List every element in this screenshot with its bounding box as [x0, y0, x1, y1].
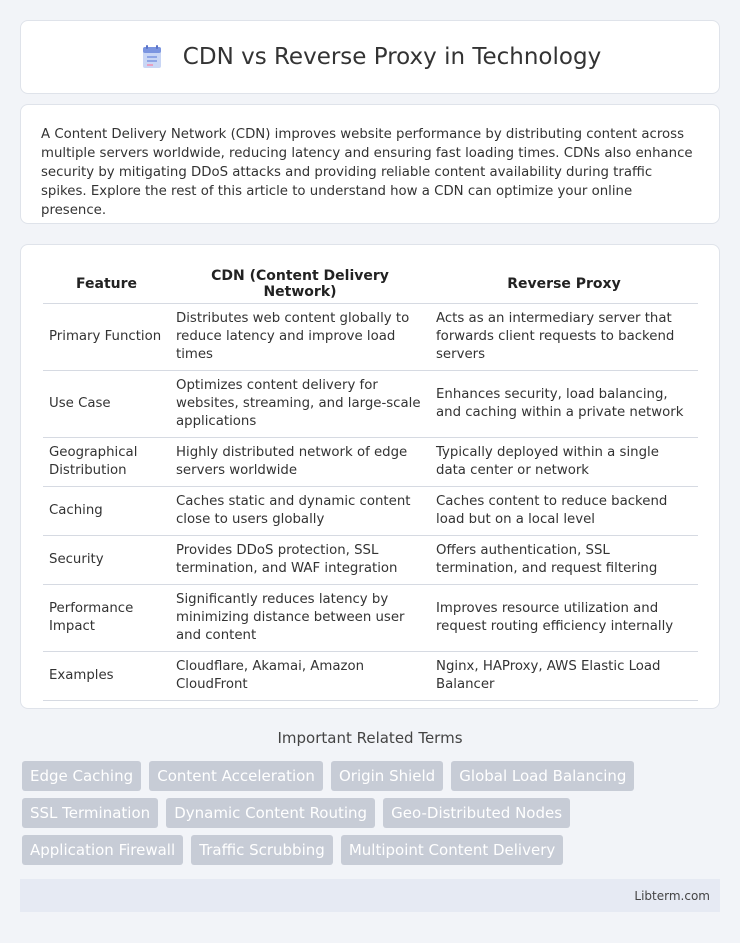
- title-card: [20, 20, 720, 94]
- table-row: [43, 487, 698, 536]
- related-terms-list: [22, 761, 722, 872]
- related-term-tag[interactable]: Traffic Scrubbing: [191, 835, 333, 865]
- table-cell: Primary Function: [43, 304, 170, 371]
- intro-card: [20, 104, 720, 224]
- table-cell: Typically deployed within a single data center or network: [430, 438, 698, 487]
- related-term-tag[interactable]: Dynamic Content Routing: [166, 798, 375, 828]
- table-row: [43, 652, 698, 701]
- table-cell: Acts as an intermediary server that forwards client requests to backend servers: [430, 304, 698, 371]
- page-title: CDN vs Reverse Proxy in Technology: [182, 44, 602, 70]
- related-term-tag[interactable]: Origin Shield: [331, 761, 443, 791]
- related-term-tag[interactable]: Geo-Distributed Nodes: [383, 798, 570, 828]
- footer: [20, 879, 720, 912]
- table-cell: Provides DDoS protection, SSL termination, and WAF integration: [170, 536, 430, 585]
- table-cell: Optimizes content delivery for websites, streaming, and large-scale applications: [170, 371, 430, 438]
- table-cell: Offers authentication, SSL termination, and request filtering: [430, 536, 698, 585]
- table-cell: Security: [43, 536, 170, 585]
- table-cell: Geographical Distribution: [43, 438, 170, 487]
- related-term-tag[interactable]: SSL Termination: [22, 798, 158, 828]
- table-cell: Enhances security, load balancing, and caching within a private network: [430, 371, 698, 438]
- table-row: [43, 304, 698, 371]
- related-term-tag[interactable]: Global Load Balancing: [451, 761, 634, 791]
- table-cell: Improves resource utilization and request routing efficiency internally: [430, 585, 698, 652]
- document-icon: [139, 44, 165, 70]
- table-cell: Examples: [43, 652, 170, 701]
- table-row: [43, 585, 698, 652]
- header-feature: Feature: [43, 265, 170, 304]
- related-term-tag[interactable]: Content Acceleration: [149, 761, 323, 791]
- comparison-card: [20, 244, 720, 709]
- comparison-table: [43, 265, 698, 701]
- header-cdn: CDN (Content Delivery Network): [170, 265, 430, 304]
- table-row: [43, 536, 698, 585]
- table-cell: Cloudflare, Akamai, Amazon CloudFront: [170, 652, 430, 701]
- table-cell: Use Case: [43, 371, 170, 438]
- table-cell: Caching: [43, 487, 170, 536]
- related-term-tag[interactable]: Edge Caching: [22, 761, 141, 791]
- table-cell: Significantly reduces latency by minimizing distance between user and content: [170, 585, 430, 652]
- related-term-tag[interactable]: Application Firewall: [22, 835, 183, 865]
- related-terms-title: Important Related Terms: [277, 729, 463, 747]
- table-cell: Distributes web content globally to reduce latency and improve load times: [170, 304, 430, 371]
- table-cell: Caches static and dynamic content close to users globally: [170, 487, 430, 536]
- table-cell: Nginx, HAProxy, AWS Elastic Load Balancer: [430, 652, 698, 701]
- table-cell: Performance Impact: [43, 585, 170, 652]
- table-header-row: [43, 265, 698, 304]
- intro-paragraph: A Content Delivery Network (CDN) improves website performance by distributing content across multiple servers worldwide, reducing latency and ensuring fast loading times. CDNs also enhance security by mitigating DDoS attacks and providing reliable content availability during traffic spikes. Explore the rest of this article to understand how a CDN can optimize your online presence.: [41, 127, 693, 218]
- table-row: [43, 371, 698, 438]
- footer-site-link[interactable]: Libterm.com: [634, 889, 710, 903]
- header-reverse-proxy: Reverse Proxy: [430, 265, 698, 304]
- table-cell: Caches content to reduce backend load but on a local level: [430, 487, 698, 536]
- table-row: [43, 438, 698, 487]
- table-cell: Highly distributed network of edge servers worldwide: [170, 438, 430, 487]
- related-term-tag[interactable]: Multipoint Content Delivery: [341, 835, 563, 865]
